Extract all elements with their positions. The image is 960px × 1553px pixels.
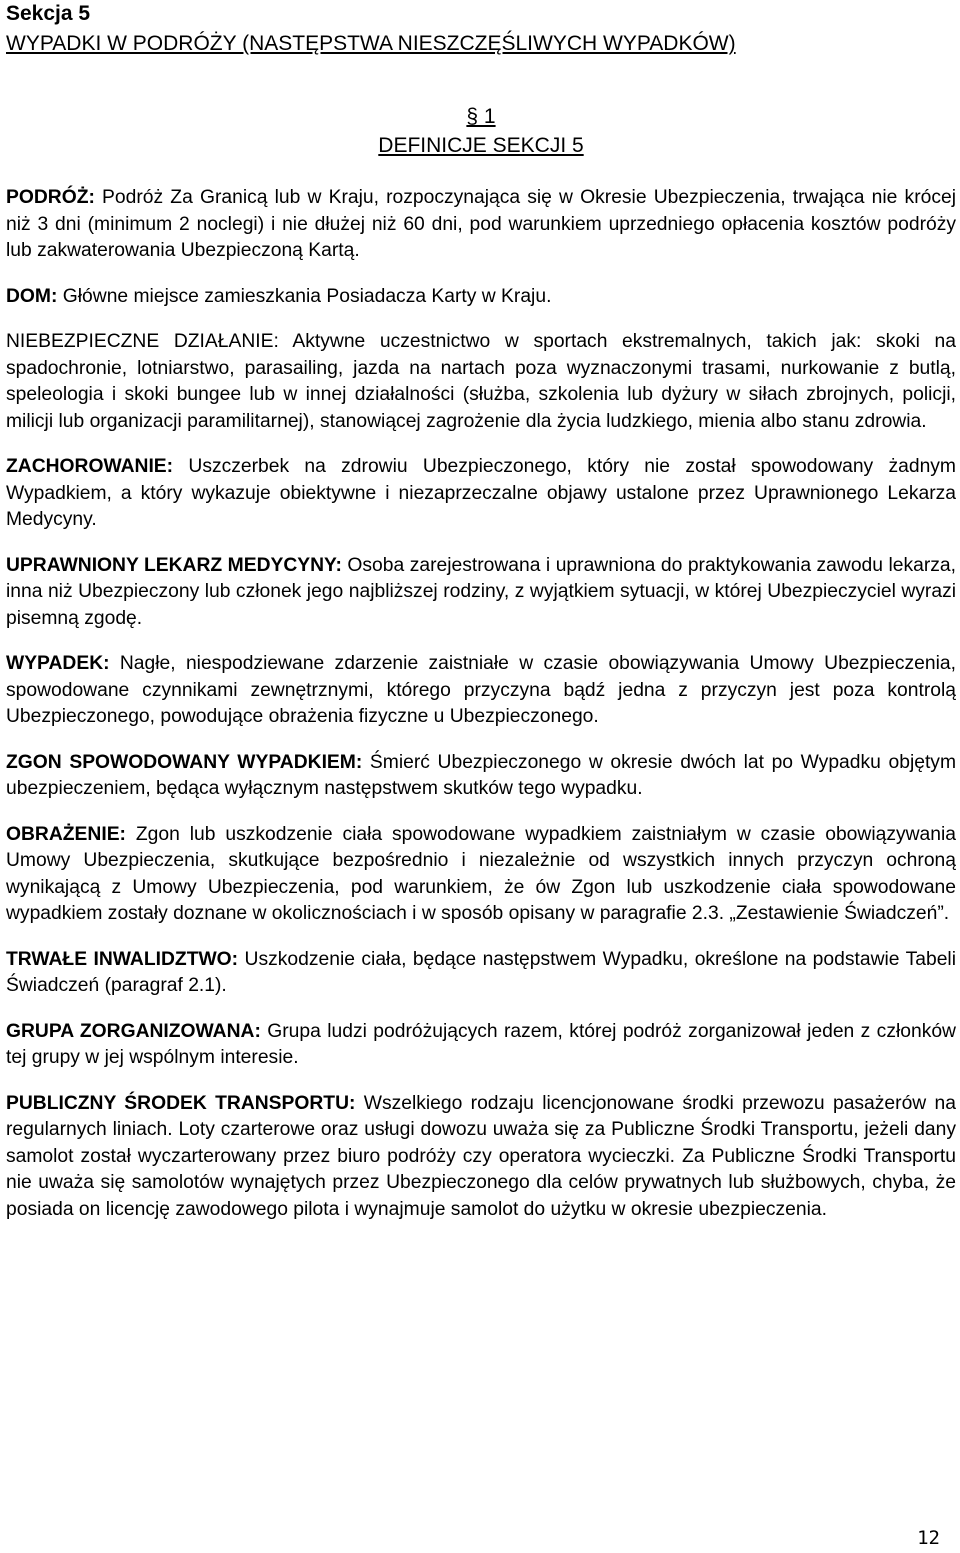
definition-niebezpieczne-dzialanie — [6, 329, 956, 435]
definition-term: ZACHOROWANIE: — [6, 456, 174, 477]
definition-text: Zgon lub uszkodzenie ciała spowodowane wypadkiem zaistniałym w czasie obowiązywania Umowy Ubezpieczenia, skutkujące bezpośrednio i niezależnie od wszystkich innych przyczyn ochroną wynikającą z Umowy Ubezpieczenia, pod warunkiem, że ów Zgon lub uszkodzenie ciała spowodowane wypadkiem zostały doznane w okolicznościach i w sposób opisany w paragrafie 2.3. „Zestawienie Świadczeń”. — [6, 823, 956, 924]
definition-text: Śmierć Ubezpieczonego w okresie dwóch lat po Wypadku objętym ubezpieczeniem, będąca wyłącznym następstwem skutków tego wypadku. — [6, 751, 957, 799]
section-label: Sekcja 5 — [6, 2, 91, 25]
definition-dom — [6, 284, 956, 311]
definition-uprawniony-lekarz — [6, 553, 956, 633]
definition-term: UPRAWNIONY LEKARZ MEDYCYNY: — [6, 554, 342, 576]
definition-term: PUBLICZNY ŚRODEK TRANSPORTU: — [6, 1092, 356, 1114]
definition-text: Grupa ludzi podróżujących razem, której podróż zorganizował jeden z członków tej grupy w jej wspólnym interesie. — [6, 1020, 956, 1068]
definition-grupa-zorganizowana — [6, 1019, 956, 1072]
definition-publiczny-srodek-transportu — [6, 1091, 956, 1224]
definition-zgon — [6, 750, 956, 803]
section-title: WYPADKI W PODRÓŻY (NASTĘPSTWA NIESZCZĘŚLIWYCH WYPADKÓW) — [6, 32, 736, 55]
definition-obrazenie — [6, 822, 956, 928]
definition-text: Uszkodzenie ciała, będące następstwem Wypadku, określone na podstawie Tabeli Świadczeń (paragraf 2.1). — [6, 948, 956, 996]
definition-term: WYPADEK: — [6, 653, 110, 674]
document-page — [6, 0, 956, 1242]
paragraph-heading — [6, 102, 956, 160]
page-number: 12 — [917, 1527, 940, 1549]
definitions-list — [6, 185, 956, 1223]
definition-term: OBRAŻENIE: — [6, 823, 126, 845]
paragraph-title: DEFINICJE SEKCJI 5 — [378, 134, 584, 157]
definition-text: Główne miejsce zamieszkania Posiadacza Karty w Kraju. — [57, 285, 552, 307]
definition-zachorowanie — [6, 454, 956, 534]
paragraph-symbol: § 1 — [466, 105, 496, 128]
definition-term: ZGON SPOWODOWANY WYPADKIEM: — [6, 751, 363, 773]
definition-wypadek — [6, 651, 956, 731]
definition-text: Podróż Za Granicą lub w Kraju, rozpoczynająca się w Okresie Ubezpieczenia, trwająca nie krócej niż 3 dni (minimum 2 noclegi) i nie dłużej niż 60 dni, pod warunkiem uprzedniego opłacenia kosztów podróży lub zakwaterowania Ubezpieczoną Kartą. — [6, 187, 956, 261]
definition-trwale-inwalidztwo — [6, 947, 956, 1000]
definition-text: Uszczerbek na zdrowiu Ubezpieczonego, który nie został spowodowany żadnym Wypadkiem, a który wykazuje obiektywne i niezaprzeczalne objawy ustalone przez Uprawnionego Lekarza Medycyny. — [6, 456, 956, 530]
definition-text: Nagłe, niespodziewane zdarzenie zaistniałe w czasie obowiązywania Umowy Ubezpieczenia, spowodowane czynnikami zewnętrznymi, którego przyczyna bądź jedna z przyczyn jest poza kontrolą Ubezpieczonego, powodujące obrażenia fizyczne u Ubezpieczonego. — [6, 653, 956, 727]
definition-text: Wszelkiego rodzaju licencjonowane środki przewozu pasażerów na regularnych liniach. Loty czarterowe oraz usługi dowozu uważa się za Publiczne Środki Transportu, jeżeli dany samolot został wyczarterowany przez biuro podróży czy operatora wycieczki. Za Publiczne Środki Transportu nie uważa się samolotów wynajętych przez Ubezpieczonego dla celów prywatnych lub służbowych, chyba, że posiada on licencję zawodowego pilota i wynajmuje samolot do użytku w okresie ubezpieczenia. — [6, 1092, 956, 1220]
definition-text: Osoba zarejestrowana i uprawniona do praktykowania zawodu lekarza, inna niż Ubezpieczony lub członek jego najbliższej rodziny, z wyjątkiem sytuacji, w której Ubezpieczyciel wyrazi pisemną zgodę. — [6, 554, 957, 629]
definition-term: GRUPA ZORGANIZOWANA: — [6, 1020, 261, 1042]
definition-term: TRWAŁE INWALIDZTWO: — [6, 948, 239, 970]
definition-term: DOM: — [6, 285, 58, 307]
definition-term: PODRÓŻ: — [6, 187, 95, 208]
definition-text: : Aktywne uczestnictwo w sportach ekstremalnych, takich jak: skoki na spadochronie, lotniarstwo, parasailing, jazda na nartach poza wyznaczonymi trasami, nurkowanie z butlą, speleologia i skoki bungee lub w innej działalności (służba, szkolenia lub dyżury w siłach zbrojnych, policji, milicji lub organizacji paramilitarnej), stanowiącej zagrożenie dla życia ludzkiego, mienia albo stanu zdrowia. — [6, 331, 956, 432]
definition-podroz — [6, 185, 956, 265]
definition-term: NIEBEZPIECZNE DZIAŁANIE — [6, 331, 274, 352]
